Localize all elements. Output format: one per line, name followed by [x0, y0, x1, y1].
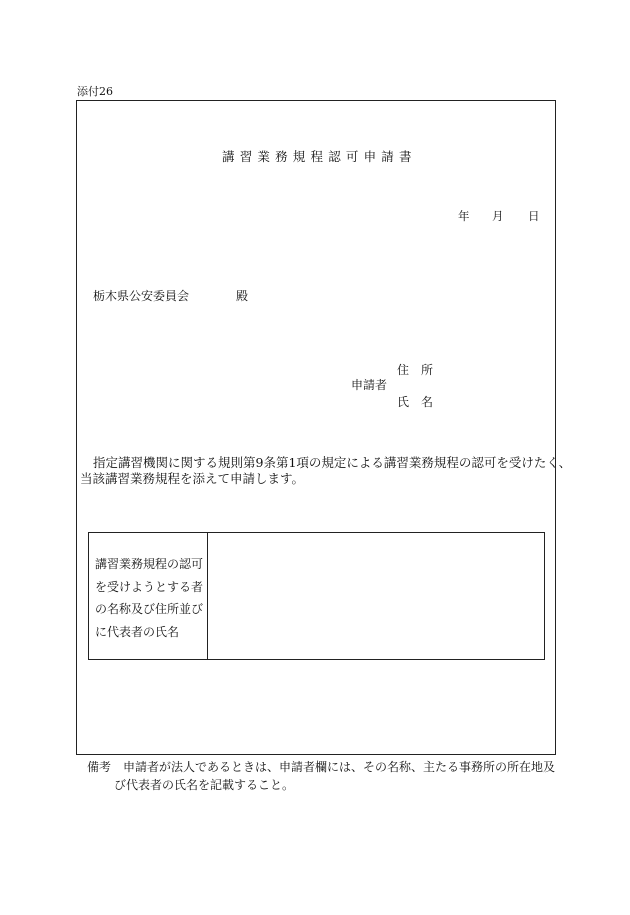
info-value-cell[interactable]: [208, 533, 544, 659]
date-year-label: 年: [458, 209, 470, 223]
applicant-label: 申請者: [351, 378, 388, 392]
info-label-line: の名称及び住所並び: [95, 602, 204, 616]
date-day-label: 日: [528, 209, 540, 223]
info-label-line: 講習業務規程の認可: [95, 557, 204, 571]
remarks-line: び代表者の氏名を記載すること。: [114, 778, 295, 792]
remarks-heading: 備考: [87, 760, 112, 774]
attachment-label: 添付26: [77, 85, 113, 98]
remarks: [87, 758, 555, 794]
form-title: 講習業務規程認可申請書: [222, 149, 417, 164]
addressee: 栃木県公安委員会: [93, 289, 190, 303]
application-statement: [80, 455, 572, 487]
remarks-line: 申請者が法人であるときは、申請者欄には、その名称、主たる事務所の所在地及: [123, 760, 556, 774]
info-label-cell: [89, 533, 208, 659]
applicant-info-table: [88, 532, 545, 660]
application-statement-line: 当該講習業務規程を添えて申請します。: [80, 471, 305, 486]
applicant-address-label: 住所: [397, 363, 446, 377]
applicant-name-label: 氏名: [397, 395, 446, 409]
application-statement-line: 指定講習機関に関する規則第9条第1項の規定による講習業務規程の認可を受けたく、: [93, 455, 572, 470]
addressee-honorific: 殿: [236, 289, 249, 303]
date-row: [458, 211, 542, 225]
date-month-label: 月: [492, 209, 504, 223]
info-label-line: に代表者の氏名: [95, 624, 180, 639]
info-label-line: を受けようとする者: [95, 579, 204, 594]
